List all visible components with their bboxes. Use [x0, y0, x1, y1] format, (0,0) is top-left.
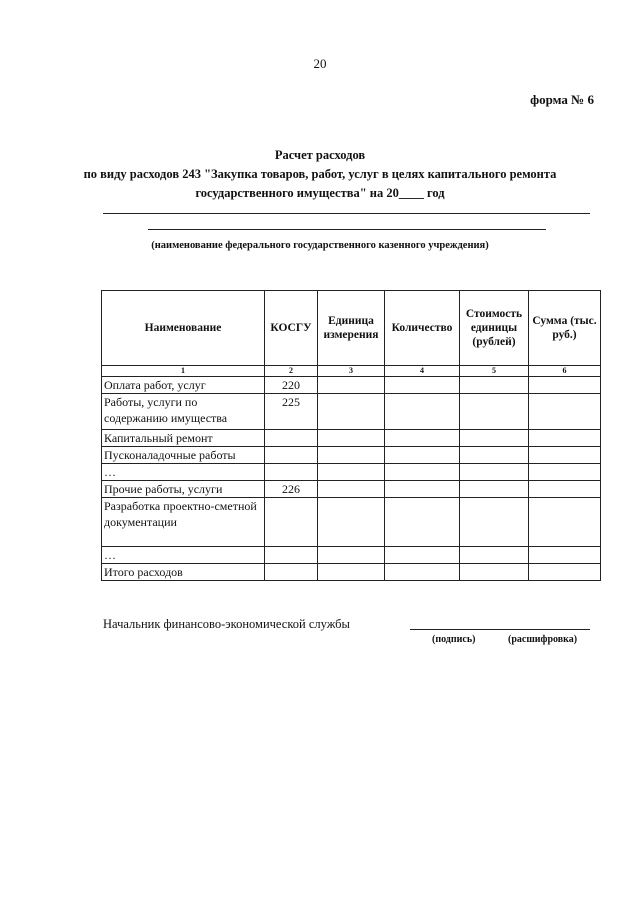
row-sum-cell: [529, 464, 601, 481]
signature-line: [410, 629, 590, 630]
row-kosgu: 220: [265, 377, 318, 394]
org-name-line-2: [148, 229, 546, 230]
row-kosgu: [265, 447, 318, 464]
row-name: Работы, услуги по содержанию имущества: [102, 394, 265, 430]
column-number: 4: [385, 366, 460, 377]
org-name-line-1: [103, 213, 590, 214]
table-row: [102, 394, 601, 430]
row-unit-cost-cell: [460, 430, 529, 447]
row-unit-cell: [318, 394, 385, 430]
row-unit-cell: [318, 498, 385, 547]
row-unit-cell: [318, 464, 385, 481]
form-number: форма № 6: [530, 92, 594, 107]
row-unit-cell: [318, 547, 385, 564]
row-quantity-cell: [385, 547, 460, 564]
row-sum-cell: [529, 447, 601, 464]
table-row-total: [102, 564, 601, 581]
row-quantity-cell: [385, 464, 460, 481]
row-kosgu: [265, 564, 318, 581]
document-title: Расчет расходов: [274, 148, 366, 162]
row-name: Пусконаладочные работы: [102, 447, 265, 464]
table-row: [102, 498, 601, 547]
row-kosgu: [265, 430, 318, 447]
row-unit-cell: [318, 564, 385, 581]
table-row: [102, 447, 601, 464]
table-row: [102, 547, 601, 564]
table-row: [102, 481, 601, 498]
column-number: 1: [102, 366, 265, 377]
table-header-row: [102, 291, 601, 366]
row-sum-cell: [529, 430, 601, 447]
table-row: [102, 464, 601, 481]
row-sum-cell: [529, 377, 601, 394]
row-kosgu: [265, 498, 318, 547]
row-sum-cell: [529, 547, 601, 564]
signature-label: (подпись): [432, 634, 476, 645]
row-unit-cost-cell: [460, 547, 529, 564]
column-number: 6: [529, 366, 601, 377]
row-quantity-cell: [385, 430, 460, 447]
row-name: …: [102, 547, 265, 564]
column-numbers-row: [102, 366, 601, 377]
row-name: Разработка проектно-сметной документации: [102, 498, 265, 547]
row-unit-cost-cell: [460, 447, 529, 464]
row-kosgu: 225: [265, 394, 318, 430]
expenses-table: [101, 290, 601, 581]
row-sum-cell: [529, 498, 601, 547]
row-unit-cost-cell: [460, 394, 529, 430]
document-subtitle-line-2: государственного имущества" на 20____ год: [195, 186, 445, 200]
row-sum-cell: [529, 564, 601, 581]
header-name: Наименование: [102, 291, 265, 366]
row-unit-cell: [318, 377, 385, 394]
row-quantity-cell: [385, 377, 460, 394]
header-quantity: Количество: [385, 291, 460, 366]
row-quantity-cell: [385, 447, 460, 464]
document-subtitle-line-1: по виду расходов 243 "Закупка товаров, работ, услуг в целях капитального ремонта: [83, 167, 557, 181]
table-row: [102, 430, 601, 447]
row-kosgu: 226: [265, 481, 318, 498]
row-kosgu: [265, 464, 318, 481]
row-sum-cell: [529, 481, 601, 498]
row-unit-cost-cell: [460, 564, 529, 581]
column-number: 5: [460, 366, 529, 377]
header-sum: Сумма (тыс. руб.): [529, 291, 601, 366]
row-quantity-cell: [385, 394, 460, 430]
row-quantity-cell: [385, 564, 460, 581]
row-name: Оплата работ, услуг: [102, 377, 265, 394]
header-unit: Единица измерения: [318, 291, 385, 366]
row-quantity-cell: [385, 481, 460, 498]
row-name: Прочие работы, услуги: [102, 481, 265, 498]
row-unit-cell: [318, 447, 385, 464]
row-unit-cost-cell: [460, 481, 529, 498]
header-kosgu: КОСГУ: [265, 291, 318, 366]
signatory-position: Начальник финансово-экономической службы: [103, 617, 350, 631]
row-unit-cell: [318, 481, 385, 498]
table-row: [102, 377, 601, 394]
signature-decode-label: (расшифровка): [508, 634, 578, 645]
row-unit-cost-cell: [460, 377, 529, 394]
row-name: Итого расходов: [102, 564, 265, 581]
header-unit-cost: Стоимость единицы (рублей): [460, 291, 529, 366]
column-number: 3: [318, 366, 385, 377]
row-quantity-cell: [385, 498, 460, 547]
row-unit-cost-cell: [460, 464, 529, 481]
row-kosgu: [265, 547, 318, 564]
column-number: 2: [265, 366, 318, 377]
row-unit-cell: [318, 430, 385, 447]
row-name: …: [102, 464, 265, 481]
page-number: 20: [313, 56, 327, 71]
row-name: Капитальный ремонт: [102, 430, 265, 447]
row-unit-cost-cell: [460, 498, 529, 547]
org-name-caption: (наименование федерального государственного казенного учреждения): [151, 240, 489, 251]
row-sum-cell: [529, 394, 601, 430]
